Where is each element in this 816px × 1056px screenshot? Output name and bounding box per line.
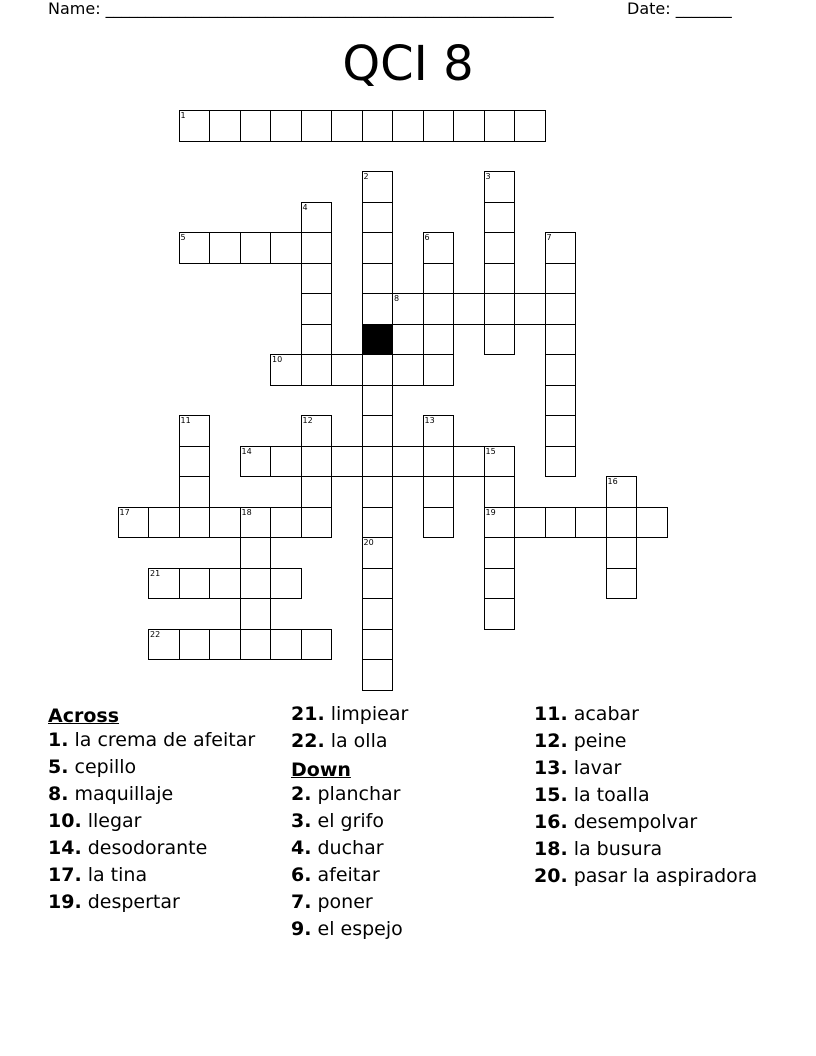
black-square xyxy=(362,324,394,356)
grid-cell[interactable] xyxy=(606,537,638,569)
grid-cell[interactable] xyxy=(362,293,394,325)
grid-cell[interactable] xyxy=(240,446,272,478)
clues-column-1 xyxy=(48,703,283,918)
grid-cell[interactable] xyxy=(423,232,455,264)
clue-number: 5 xyxy=(180,233,186,242)
grid-cell[interactable] xyxy=(453,110,485,142)
clue-across-1: 1. la crema de afeitar xyxy=(48,729,256,751)
clue-down-3: 3. el grifo xyxy=(291,810,384,832)
grid-cell[interactable] xyxy=(362,629,394,661)
grid-cell[interactable] xyxy=(301,446,333,478)
grid-cell[interactable] xyxy=(240,232,272,264)
grid-cell[interactable] xyxy=(301,324,333,356)
grid-cell[interactable] xyxy=(301,507,333,539)
grid-cell[interactable] xyxy=(392,293,424,325)
grid-cell[interactable] xyxy=(484,446,516,478)
clue-down-15: 15. la toalla xyxy=(534,784,650,806)
grid-cell[interactable] xyxy=(484,324,516,356)
grid-cell[interactable] xyxy=(209,507,241,539)
grid-cell[interactable] xyxy=(484,110,516,142)
grid-cell[interactable] xyxy=(362,354,394,386)
grid-cell[interactable] xyxy=(636,507,668,539)
grid-cell[interactable] xyxy=(362,476,394,508)
grid-cell[interactable] xyxy=(179,110,211,142)
grid-cell[interactable] xyxy=(240,568,272,600)
clue-down-18: 18. la busura xyxy=(534,838,663,860)
grid-cell[interactable] xyxy=(453,293,485,325)
clue-number: 4 xyxy=(302,202,308,212)
grid-cell[interactable] xyxy=(453,446,485,478)
grid-cell[interactable] xyxy=(423,354,455,386)
grid-cell[interactable] xyxy=(270,568,302,600)
grid-cell[interactable] xyxy=(179,476,211,508)
clue-number: 18 xyxy=(241,507,252,517)
grid-cell[interactable] xyxy=(362,507,394,539)
clues-column-2 xyxy=(291,703,526,945)
clue-number: 9 xyxy=(363,324,369,334)
grid-cell[interactable] xyxy=(240,629,272,661)
clue-down-2: 2. planchar xyxy=(291,783,401,805)
grid-cell[interactable] xyxy=(362,263,394,295)
grid-cell[interactable] xyxy=(545,507,577,539)
grid-cell[interactable] xyxy=(301,629,333,661)
grid-cell[interactable] xyxy=(423,446,455,478)
grid-cell[interactable] xyxy=(179,415,211,447)
grid-cell[interactable] xyxy=(270,446,302,478)
grid-cell[interactable] xyxy=(392,354,424,386)
grid-cell[interactable] xyxy=(514,110,546,142)
grid-cell[interactable] xyxy=(484,537,516,569)
grid-cell[interactable] xyxy=(545,446,577,478)
clue-down-16: 16. desempolvar xyxy=(534,811,698,833)
grid-cell[interactable] xyxy=(545,354,577,386)
down-heading: Down xyxy=(291,759,351,781)
grid-cell[interactable] xyxy=(362,446,394,478)
grid-cell[interactable] xyxy=(270,629,302,661)
grid-cell[interactable] xyxy=(240,507,272,539)
grid-cell[interactable] xyxy=(301,263,333,295)
clue-down-13: 13. lavar xyxy=(534,757,622,779)
grid-cell[interactable] xyxy=(423,110,455,142)
grid-cell[interactable] xyxy=(362,568,394,600)
grid-cell[interactable] xyxy=(606,568,638,600)
name-field-label: Name: ________________________________________________________ xyxy=(48,0,554,18)
grid-cell[interactable] xyxy=(484,293,516,325)
grid-cell[interactable] xyxy=(484,202,516,234)
clue-number: 1 xyxy=(180,111,186,120)
clue-across-21: 21. limpiear xyxy=(291,703,409,725)
clue-across-22: 22. la olla xyxy=(291,730,388,752)
grid-cell[interactable] xyxy=(209,568,241,600)
clue-down-20: 20. pasar la aspiradora xyxy=(534,865,758,887)
grid-cell[interactable] xyxy=(301,476,333,508)
clue-across-5: 5. cepillo xyxy=(48,756,137,778)
grid-cell[interactable] xyxy=(270,110,302,142)
clue-number: 22 xyxy=(150,629,161,639)
clue-number: 8 xyxy=(394,294,400,303)
grid-cell[interactable] xyxy=(148,568,180,600)
grid-cell[interactable] xyxy=(301,354,333,386)
clue-down-12: 12. peine xyxy=(534,730,627,752)
clue-down-9: 9. el espejo xyxy=(291,918,403,940)
grid-cell[interactable] xyxy=(575,507,607,539)
clue-across-19: 19. despertar xyxy=(48,891,180,913)
clue-across-8: 8. maquillaje xyxy=(48,783,174,805)
grid-cell[interactable] xyxy=(179,232,211,264)
grid-cell[interactable] xyxy=(301,110,333,142)
clue-number: 15 xyxy=(485,446,496,456)
grid-cell[interactable] xyxy=(148,629,180,661)
clue-down-6: 6. afeitar xyxy=(291,864,380,886)
grid-cell[interactable] xyxy=(362,110,394,142)
grid-cell[interactable] xyxy=(484,507,516,539)
grid-cell[interactable] xyxy=(514,507,546,539)
clue-down-11: 11. acabar xyxy=(534,703,639,725)
grid-cell[interactable] xyxy=(606,476,638,508)
grid-cell[interactable] xyxy=(545,263,577,295)
grid-cell[interactable] xyxy=(545,385,577,417)
grid-cell[interactable] xyxy=(240,110,272,142)
grid-cell[interactable] xyxy=(514,293,546,325)
grid-cell[interactable] xyxy=(362,202,394,234)
clue-number: 6 xyxy=(424,233,430,242)
grid-cell[interactable] xyxy=(484,232,516,264)
grid-cell[interactable] xyxy=(240,598,272,630)
grid-cell[interactable] xyxy=(423,415,455,447)
grid-cell[interactable] xyxy=(484,263,516,295)
clue-number: 14 xyxy=(241,446,252,456)
grid-cell[interactable] xyxy=(179,568,211,600)
grid-cell[interactable] xyxy=(118,507,150,539)
grid-cell[interactable] xyxy=(148,507,180,539)
clue-number: 11 xyxy=(180,416,191,425)
clue-number: 16 xyxy=(607,477,618,486)
grid-cell[interactable] xyxy=(545,324,577,356)
grid-cell[interactable] xyxy=(484,476,516,508)
clue-number: 10 xyxy=(272,355,283,364)
grid-cell[interactable] xyxy=(301,202,333,234)
grid-cell[interactable] xyxy=(484,568,516,600)
clue-number: 7 xyxy=(546,233,552,242)
grid-cell[interactable] xyxy=(301,293,333,325)
grid-cell[interactable] xyxy=(362,415,394,447)
grid-cell[interactable] xyxy=(423,293,455,325)
clue-number: 3 xyxy=(485,172,491,181)
grid-cell[interactable] xyxy=(392,446,424,478)
grid-cell[interactable] xyxy=(423,507,455,539)
clue-across-14: 14. desodorante xyxy=(48,837,208,859)
grid-cell[interactable] xyxy=(270,507,302,539)
grid-cell[interactable] xyxy=(423,324,455,356)
grid-cell[interactable] xyxy=(301,232,333,264)
grid-cell[interactable] xyxy=(362,171,394,203)
clue-number: 17 xyxy=(119,507,130,517)
grid-cell[interactable] xyxy=(270,232,302,264)
clue-number: 21 xyxy=(150,568,161,578)
grid-cell[interactable] xyxy=(423,263,455,295)
clue-number: 20 xyxy=(363,538,374,547)
grid-cell[interactable] xyxy=(179,629,211,661)
clue-number: 2 xyxy=(363,172,369,181)
grid-cell[interactable] xyxy=(240,537,272,569)
grid-cell[interactable] xyxy=(331,110,363,142)
grid-cell[interactable] xyxy=(362,598,394,630)
page-title: QCI 8 xyxy=(342,36,474,92)
grid-cell[interactable] xyxy=(545,415,577,447)
grid-cell[interactable] xyxy=(545,293,577,325)
grid-cell[interactable] xyxy=(545,232,577,264)
grid-cell[interactable] xyxy=(209,629,241,661)
grid-cell[interactable] xyxy=(331,446,363,478)
clues-column-3 xyxy=(534,703,769,892)
clue-number: 12 xyxy=(302,416,313,425)
across-heading: Across xyxy=(48,705,120,727)
grid-cell[interactable] xyxy=(484,171,516,203)
grid-cell[interactable] xyxy=(209,232,241,264)
grid-cell[interactable] xyxy=(606,507,638,539)
grid-cell[interactable] xyxy=(362,385,394,417)
grid-cell[interactable] xyxy=(301,415,333,447)
clue-across-10: 10. llegar xyxy=(48,810,142,832)
grid-cell[interactable] xyxy=(392,110,424,142)
grid-cell[interactable] xyxy=(179,507,211,539)
clue-number: 13 xyxy=(424,416,435,425)
grid-cell[interactable] xyxy=(209,110,241,142)
clue-across-17: 17. la tina xyxy=(48,864,148,886)
clue-down-4: 4. duchar xyxy=(291,837,384,859)
clue-number: 19 xyxy=(485,507,496,517)
grid-cell[interactable] xyxy=(270,354,302,386)
grid-cell[interactable] xyxy=(362,537,394,569)
grid-cell[interactable] xyxy=(484,598,516,630)
date-field-label: Date: _______ xyxy=(627,0,732,18)
grid-cell[interactable] xyxy=(179,446,211,478)
grid-cell[interactable] xyxy=(423,476,455,508)
grid-cell[interactable] xyxy=(331,354,363,386)
grid-cell[interactable] xyxy=(362,232,394,264)
grid-cell[interactable] xyxy=(362,659,394,691)
clue-down-7: 7. poner xyxy=(291,891,373,913)
